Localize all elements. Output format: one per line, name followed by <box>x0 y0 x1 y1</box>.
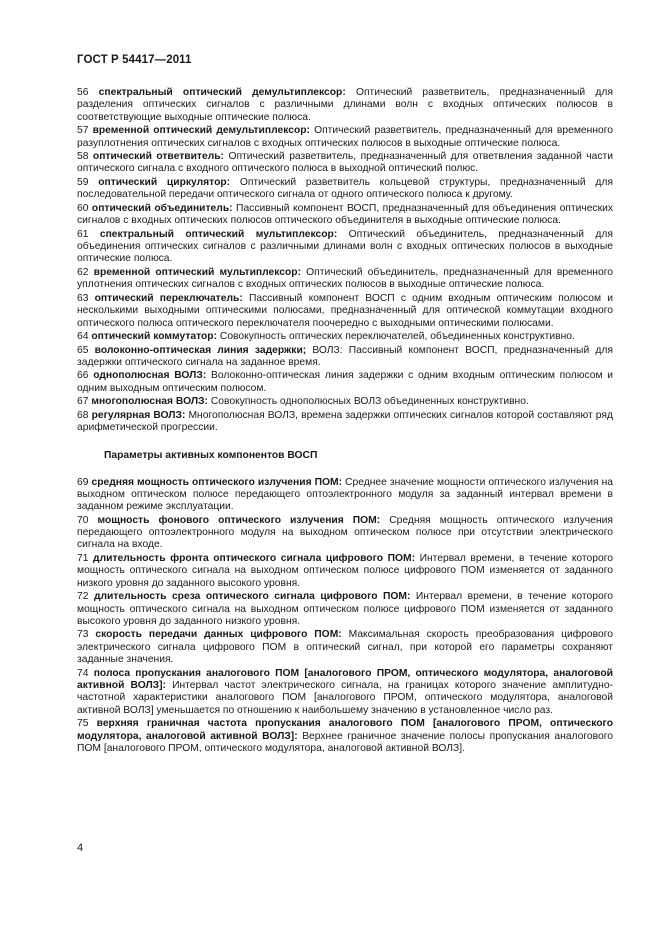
term-number: 69 <box>77 476 89 488</box>
term-name: полоса пропускания аналогового ПОМ [аналогового ПРОМ, оптического модулятора, аналоговой активной ВОЛЗ]: <box>77 667 613 691</box>
term-entry <box>77 396 613 408</box>
term-definition: ВОЛЗ: Пассивный компонент ВОСП, предназначенный для задержки оптического сигнала на заданное время. <box>77 344 613 368</box>
term-entry <box>77 668 613 717</box>
term-number: 74 <box>77 667 89 679</box>
term-name: волоконно-оптическая линия задержки; <box>94 344 307 356</box>
term-definition: Оптический объединитель, предназначенный для временного уплотнения оптических сигналов с входных оптических полюсов в выходные оптические полюса. <box>77 266 613 291</box>
term-name: однополюсная ВОЛЗ: <box>93 370 207 382</box>
term-number: 60 <box>77 202 89 214</box>
term-name: оптический объединитель: <box>91 202 233 214</box>
term-definition: Верхнее граничное значение полосы пропускания аналогового ПОМ [аналогового ПРОМ, оптического модулятора, аналоговой активной ВОЛЗ]. <box>77 730 613 754</box>
term-entry <box>77 515 613 552</box>
term-number: 65 <box>77 344 89 356</box>
term-number: 63 <box>77 292 89 304</box>
term-name: длительность фронта оптического сигнала цифрового ПОМ: <box>93 552 416 564</box>
term-number: 59 <box>77 176 89 188</box>
term-entry <box>77 553 613 590</box>
term-number: 75 <box>77 718 89 730</box>
term-name: оптический переключатель: <box>94 292 243 304</box>
term-definition: Интервал частот электрического сигнала, на границах которого значение амплитудно-частотной характеристики аналогового ПОМ [аналогового ПРОМ, оптического модулятора, аналоговой активной ВОЛЗ] уменьшается по отношению к наибольшему значению в установленное число раз. <box>77 679 613 716</box>
term-number: 56 <box>77 87 89 98</box>
term-definition: Оптический объединитель, предназначенный для объединения оптических сигналов с различными длинами волн с входных оптических полюсов в выходные оптические полюса. <box>77 228 613 265</box>
term-definition: Волоконно-оптическая линия задержки с одним входным оптическим полюсом и одним выходным оптическим полюсом. <box>77 370 613 394</box>
term-number: 68 <box>77 409 89 421</box>
document-header: ГОСТ Р 54417—2011 <box>77 54 192 66</box>
term-entry <box>77 370 613 395</box>
term-entry <box>77 331 613 343</box>
term-entry <box>77 151 613 176</box>
term-name: средняя мощность оптического излучения ПОМ: <box>91 476 343 488</box>
term-name: спектральный оптический мультиплексор: <box>99 228 338 240</box>
term-list-active <box>77 477 613 756</box>
term-definition: Пассивный компонент ВОСП с одним входным оптическим полюсом и несколькими выходными оптическими полюсами, предназначенный для оптической коммутации входного оптического полюса оптического переключателя поочередно с выходными оптическими полюсами. <box>77 292 613 329</box>
term-definition: Интервал времени, в течение которого мощность оптического сигнала на выходном оптическом полюсе цифрового ПОМ изменяется от заданного низкого уровня до заданного высокого уровня. <box>77 552 613 589</box>
term-number: 71 <box>77 552 89 564</box>
term-name: мощность фонового оптического излучения ПОМ: <box>97 514 381 526</box>
term-definition: Оптический разветвитель, предназначенный для ответвления заданной части оптического сигнала с входного оптического полюса в выходной оптический полюс. <box>77 151 613 175</box>
term-definition: Многополюсная ВОЛЗ, времена задержки оптических сигналов которой составляют ряд арифметической прогрессии. <box>77 409 613 434</box>
term-definition: Интервал времени, в течение которого мощность оптического сигнала на выходном оптическом полюсе цифрового ПОМ изменяется от заданного высокого уровня до заданного низкого уровня. <box>77 591 613 627</box>
term-entry <box>77 267 613 292</box>
term-entry <box>77 125 613 150</box>
term-definition: Максимальная скорость преобразования цифрового электрического сигнала цифрового ПОМ в оптический сигнал, при которой его параметры сохраняют заданные значения. <box>77 629 613 666</box>
term-entry <box>77 718 613 755</box>
term-number: 61 <box>77 228 89 240</box>
term-name: временной оптический демультиплексор: <box>92 125 310 137</box>
term-entry <box>77 629 613 666</box>
term-name: оптический ответвитель: <box>92 151 224 163</box>
term-name: оптический коммутатор: <box>91 331 218 343</box>
term-number: 58 <box>77 151 89 163</box>
term-entry <box>77 477 613 514</box>
term-definition: Среднее значение мощности оптического излучения на выходном оптическом полюсе передающего оптоэлектронного модуля за заданный интервал времени в заданном режиме эксплуатации. <box>77 476 613 513</box>
term-entry <box>77 87 613 124</box>
term-entry <box>77 591 613 628</box>
term-number: 62 <box>77 266 89 278</box>
term-entry <box>77 345 613 370</box>
term-definition: Оптический разветвитель, предназначенный для временного разуплотнения оптических сигналов с входных оптических полюсов в выходные оптические полюса. <box>77 125 613 149</box>
term-number: 57 <box>77 125 89 137</box>
term-name: верхняя граничная частота пропускания аналогового ПОМ [аналогового ПРОМ, оптического модулятора, аналоговой активной ВОЛЗ]: <box>77 718 613 742</box>
term-entry <box>77 293 613 330</box>
document-page <box>77 54 613 756</box>
page-number: 4 <box>77 842 84 854</box>
term-name: регулярная ВОЛЗ: <box>91 409 186 421</box>
term-definition: Совокупность оптических переключателей, объединенных конструктивно. <box>219 331 575 343</box>
term-definition: Пассивный компонент ВОСП, предназначенный для объединения оптических сигналов с входных оптических полюсов оптического объединителя в выходные оптические полюса. <box>77 202 613 227</box>
term-name: временной оптический мультиплексор: <box>93 266 302 278</box>
term-name: длительность среза оптического сигнала цифрового ПОМ: <box>93 591 411 603</box>
term-definition: Оптический разветвитель, предназначенный для разделения оптических сигналов с различными длинами волн с входных оптических полюсов в соответствующие выходные оптические полюса. <box>77 87 613 123</box>
term-entry <box>77 177 613 202</box>
term-list-passive <box>77 87 613 435</box>
term-entry <box>77 410 613 435</box>
term-definition: Оптический разветвитель кольцевой структуры, предназначенный для последовательной передачи оптического сигнала от одного оптического полюса к другому. <box>77 176 613 201</box>
term-number: 73 <box>77 629 89 641</box>
section-heading: Параметры активных компонентов ВОСП <box>104 449 318 461</box>
term-name: многополюсная ВОЛЗ: <box>91 396 208 408</box>
term-name: скорость передачи данных цифрового ПОМ: <box>95 629 342 641</box>
term-entry <box>77 203 613 228</box>
term-number: 67 <box>77 396 89 408</box>
term-number: 64 <box>77 331 89 343</box>
term-number: 66 <box>77 370 89 382</box>
term-number: 72 <box>77 591 89 603</box>
term-definition: Средняя мощность оптического излучения передающего оптоэлектронного модуля на выходном оптическом полюсе при отсутствии электрического сигнала на входе. <box>77 514 613 551</box>
term-entry <box>77 229 613 266</box>
term-name: оптический циркулятор: <box>98 176 231 188</box>
term-name: спектральный оптический демультиплексор: <box>98 87 346 98</box>
term-definition: Совокупность однополюсных ВОЛЗ объединенных конструктивно. <box>210 396 529 408</box>
term-number: 70 <box>77 514 89 526</box>
